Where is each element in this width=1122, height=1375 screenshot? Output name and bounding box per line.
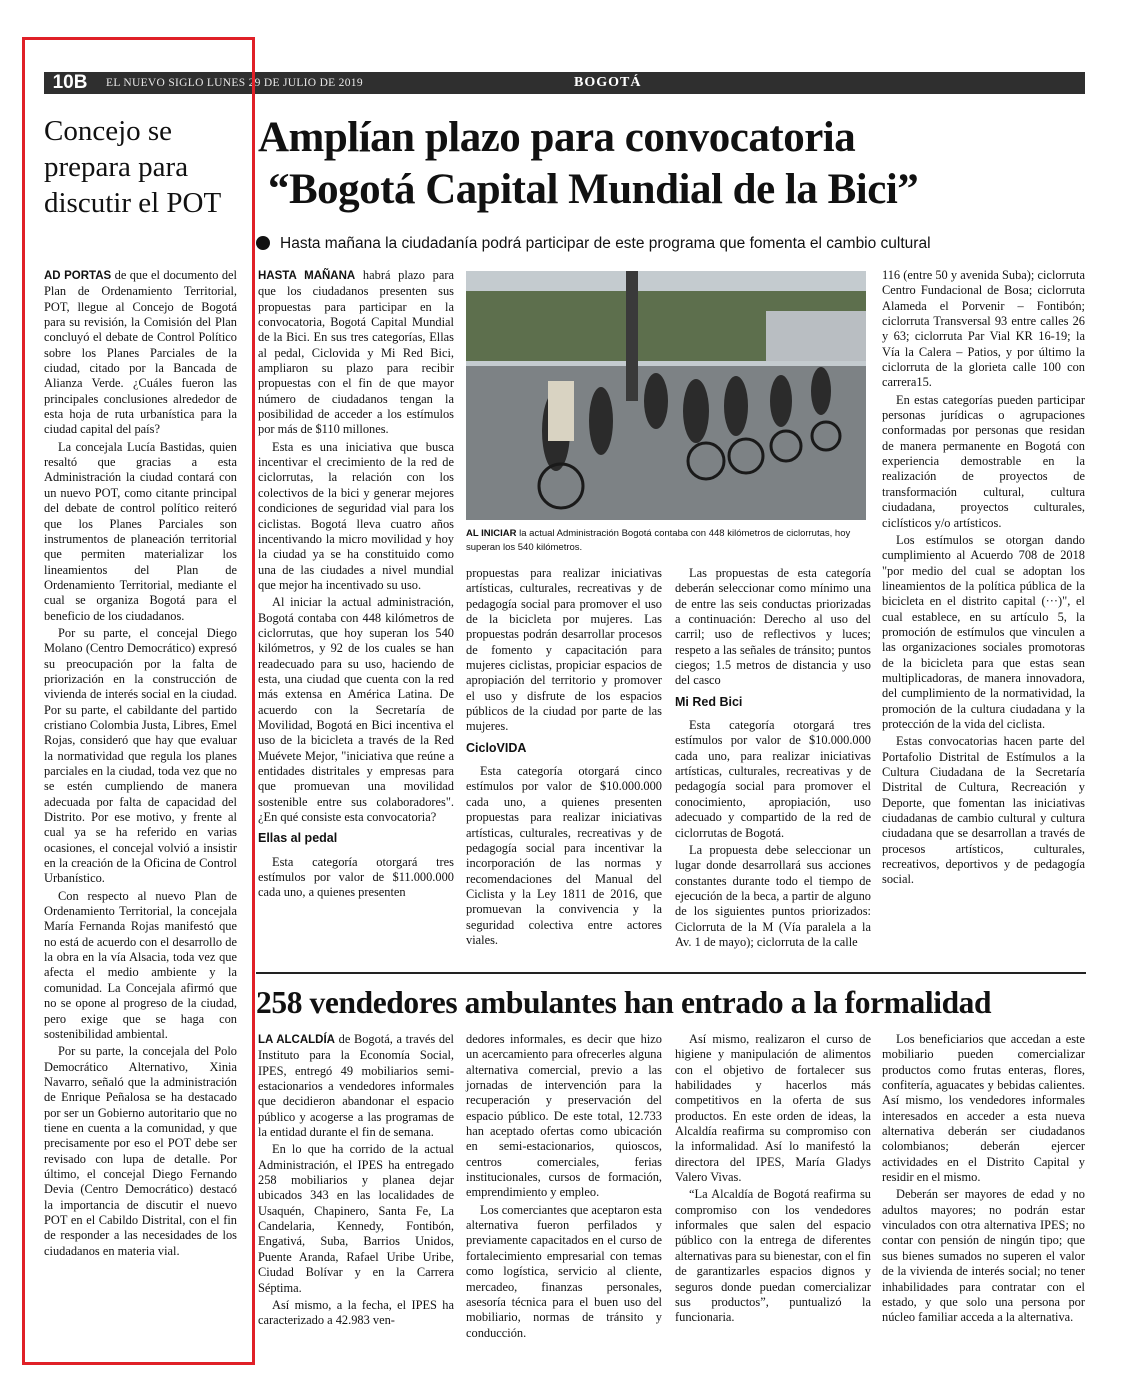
bottom-column-2 <box>466 1032 662 1343</box>
bottom-paragraph: Los beneficiarios que accedan a este mobiliario pueden comercializar productos como frutas enteras, flores, confitería, aguacates y bebidas calientes. Así mismo, los vendedores informales interesados en acceder a esta nueva alternativa deberán ser ciudadanos colombianos; deberán ejercer actividades en el Distrito Capital y residir en el mismo. <box>882 1032 1085 1185</box>
main-paragraph: La propuesta debe seleccionar un lugar donde desarrollará sus acciones constantes durante todo el tiempo de ejecución de la beca, a partir de alguno de los siguientes puntos priorizados: Ciclorruta de la M (Vía paralela a la Av. 1 de mayo); ciclorruta de la calle <box>675 842 871 949</box>
section-heading-ciclovida: CicloVIDA <box>466 740 527 755</box>
article-divider <box>256 972 1086 974</box>
bottom-paragraph: Así mismo, realizaron el curso de higiene y manipulación de alimentos con el objetivo de fortalecer sus habilidades y hacerlos más competitivos en la oferta de sus productos. En este orden de ideas, la Alcaldía reafirma su compromiso con la informalidad. Así lo manifestó la directora del IPES, María Gladys Valero Vivas. <box>675 1032 871 1185</box>
bottom-column-4 <box>882 1032 1085 1328</box>
main-paragraph: Esta categoría otorgará cinco estímulos por valor de $10.000.000 cada uno, a quienes presenten propuestas para realizar iniciativas artísticas, culturales, recreativas y de pedagogía social para incentivar la incorporación de las normas y recomendaciones del Manual del Ciclista y la Ley 1811 de 2016, que promuevan la convivencia y la seguridad colectiva entre actores viales. <box>466 764 662 947</box>
bottom-paragraph: Así mismo, a la fecha, el IPES ha caracterizado a 42.983 ven- <box>258 1297 454 1328</box>
bottom-paragraph: Los comerciantes que aceptaron esta alternativa fueron perfilados y previamente capacitados en el curso de fortalecimiento empresarial con temas como logística, servicio al cliente, mercadeo, finanzas personales, asesoría técnica para el buen uso del mobiliario, normas de tránsito y conducción. <box>466 1202 662 1340</box>
main-column-3 <box>675 566 871 952</box>
side-article-headline: Concejo se prepara para discutir el POT <box>44 115 222 219</box>
page-number: 10B <box>52 72 88 93</box>
caption-text: la actual Administración Bogotá contaba con 448 kilómetros de ciclorrutas, hoy superan los 540 kilómetros. <box>466 528 851 553</box>
main-headline-line1: Amplían plazo para convocatoria <box>258 114 856 161</box>
cyclists-photo <box>466 271 866 520</box>
main-paragraph: En estas categorías pueden participar personas jurídicas o agrupaciones conformadas por personas que residan de manera permanente en Bogotá con experiencia demostrable en la realización de proyectos de transformación cultural, cultura ciudadana, proyectos culturales, ciclísticos y/o artísticos. <box>882 392 1085 530</box>
main-paragraph: Esta es una iniciativa que busca incentivar el crecimiento de la red de ciclorrutas, la relación con los colectivos de la bici y generar mejores condiciones de seguridad vial para los ciclistas. Bogotá lleva cuatro años incentivando la micro movilidad y hoy la ciudad ya se ha constituido como una de las ciudades a nivel mundial que mejor ha incentivado su uso. <box>258 439 454 592</box>
side-paragraph: Con respecto al nuevo Plan de Ordenamiento Territorial, la concejala María Fernanda Rojas manifestó que no está de acuerdo con el desarrollo de la obra en la vía Alsacia, toda vez que afecta el medio ambiente y la comunidad. La Concejala afirmó que no se opone al progreso de la ciudad, pero exige que se haga con sostenibilidad ambiental. <box>44 888 237 1041</box>
bullet-dot-icon <box>256 236 270 250</box>
bottom-lead-word: LA ALCALDÍA <box>258 1034 335 1046</box>
side-article-body <box>44 268 237 1261</box>
cyclists-photo-image <box>466 271 866 520</box>
section-heading-ellas: Ellas al pedal <box>258 831 338 846</box>
main-paragraph: Los estímulos se otorgan dando cumplimiento al Acuerdo 708 de 2018 "por medio del cual se adoptan los lineamientos de la política pública de la bicicleta en el distrito capital (···)", el cual establece, en su artículo 5, la promoción de estímulos que vinculen a las organizaciones sociales promotoras de la bicicleta para que estas sean multiplicadoras, de manera innovadora, del cumplimiento de la normatividad, la promoción de la cultura ciudadana y la protección de la vida del ciclista. <box>882 532 1085 731</box>
main-column-1 <box>258 268 454 903</box>
photo-caption <box>466 527 866 555</box>
main-column-4 <box>882 268 1085 890</box>
main-paragraph: Esta categoría otorgará tres estímulos por valor de $10.000.000 cada uno, para realizar iniciativas artísticas, culturales, recreativas y de pedagogía social para promover el conocimiento, apropiación, uso adecuado y compartido de la red de ciclorrutas de Bogotá. <box>675 718 871 840</box>
main-subhead <box>256 233 1086 255</box>
main-headline-line2: “Bogotá Capital Mundial de la Bici” <box>268 166 919 213</box>
caption-lead: AL INICIAR <box>466 528 517 539</box>
section-heading-mi-red-bici: Mi Red Bici <box>675 694 743 709</box>
main-paragraph: Estas convocatorias hacen parte del Portafolio Distrital de Estímulos a la Cultura Ciudadana de la Secretaría Distrital de Cultura, Recreación y Deporte, que fomentan las iniciativas ciudadanas de cambio cultural y cultura ciudadana que se desarrollan a través de procesos artísticos, culturales, recreativos, deportivos y de pedagogía social. <box>882 734 1085 887</box>
main-paragraph: Las propuestas de esta categoría deberán seleccionar como mínimo una de entre las seis conductas priorizadas a continuación: Derecho al uso del carril; uso de reflectivos y luces; respeto a las señales de tránsito; puntos ciegos; 1.5 metros de distancia y uso del casco <box>675 566 871 688</box>
bottom-paragraph: de Bogotá, a través del Instituto para la Economía Social, IPES, entregó 49 mobiliarios semi-estacionarios a vendedores informales que decidieron abandonar el espacio público y acogerse a las programas de la entidad durante el fin de semana. <box>258 1032 454 1140</box>
main-paragraph: propuestas para realizar iniciativas artísticas, culturales, recreativas y de pedagogía social para promover el uso de la bicicleta por mujeres. Las propuestas podrán desarrollar procesos de fomento y capacitación para mujeres ciclistas, propiciar espacios de apropiación del territorio y promover el uso y disfrute de los espacios públicos de la ciudad por parte de las mujeres. <box>466 566 662 734</box>
main-column-2 <box>466 566 662 950</box>
bottom-paragraph: dedores informales, es decir que hizo un acercamiento para ofrecerles alguna alternativa comercial, previo a las jornadas de intervención para la recuperación y preservación del espacio público. De este total, 12.733 han aceptado ofertas como ubicación en semi-estacionarios, quioscos, centros comerciales, ferias institucionales, cursos de formación, emprendimiento y empleo. <box>466 1032 662 1200</box>
bottom-column-3 <box>675 1032 871 1328</box>
bottom-column-1 <box>258 1032 454 1331</box>
bottom-headline: 258 vendedores ambulantes han entrado a la formalidad <box>256 985 992 1020</box>
side-paragraph: de que el documento del Plan de Ordenamiento Territorial, POT, llegue al Concejo de Bogotá para su revisión, la Comisión del Plan concluyó el debate de Control Político sobre los Planes Parciales de la ciudad, citado por la Bancada de Alianza Verde. ¿Cuáles fueron las principales conclusiones alrededor de esta hoja de ruta urbanística para la ciudad capital del país? <box>44 268 238 437</box>
section-name: BOGOTÁ <box>574 75 642 90</box>
main-lead-word: HASTA MAÑANA <box>258 270 356 282</box>
main-paragraph: 116 (entre 50 y avenida Suba); ciclorruta Centro Fundacional de Bosa; ciclorruta Alameda el Porvenir – Fontibón; ciclorruta Transversal 93 entre calles 26 y 63; ciclorruta Par Vial KR 16-19; la Vía la Calera – Patios, y por último la ciclorruta de la glorieta calle 100 con carrera15. <box>882 268 1085 390</box>
side-paragraph: Por su parte, el concejal Diego Molano (Centro Democrático) expresó su preocupación por la falta de priorización en la construcción de vivienda de interés social en la ciudad. Por su parte, el cabildante del partido cristiano Colombia Justa, Libres, Emel Rojas, consideró que hay que evaluar la normatividad que regula los planes parciales en la ciudad, toda vez que no se estén cumpliendo de manera adecuada por falta de capacidad del Distrito. Por ese motivo, y frente al cual ya se ha referido en varias ocasiones, el concejal volvió a insistir en la creación de la Oficina de Control Urbanístico. <box>44 625 237 886</box>
side-paragraph: La concejala Lucía Bastidas, quien resaltó que gracias a esta Administración la ciudad contará con un nuevo POT, como citante principal del debate de control político reiteró que los Planes Parciales son instrumentos de planeación territorial que permiten materializar los lineamientos del Plan de Ordenamiento Territorial, mediante el cual se organiza Bogotá para el beneficio de los ciudadanos. <box>44 439 237 623</box>
side-paragraph: Por su parte, la concejala del Polo Democrático Alternativo, Xinia Navarro, señaló que la administración de Enrique Peñalosa se ha destacado por ser un Gobierno autoritario que no tiene en cuenta a la comunidad, y que precisamente por eso el POT debe ser revisado con lupa de detalle. Por último, el concejal Diego Fernando Devia (Centro Democrático) destacó la importancia de discutir el nuevo POT en el Cabildo Distrital, con el fin de responder a las necesidades de los ciudadanos en materia vial. <box>44 1044 237 1258</box>
bottom-paragraph: En lo que ha corrido de la actual Administración, el IPES ha entregado 258 mobiliarios y planea dejar ubicados 343 en las localidades de Usaquén, Chapinero, Santa Fe, La Candelaria, Kennedy, Fontibón, Engativá, Suba, Barrios Unidos, Puente Aranda, Rafael Uribe Uribe, Ciudad Bolívar y en la Carrera Séptima. <box>258 1142 454 1295</box>
main-paragraph: habrá plazo para que los ciudadanos presenten sus propuestas para participar en la convocatoria, Bogotá Capital Mundial de la Bici. En sus tres categorías, Ellas al pedal, Ciclovida y Mi Red Bici, ampliaron su plazo para recibir propuestas con el fin de que mayor número de ciudadanos tengan la posibilidad de acceder a los estímulos por más de $110 millones. <box>258 268 454 437</box>
date-line: EL NUEVO SIGLO LUNES 29 DE JULIO DE 2019 <box>106 77 363 89</box>
bottom-paragraph: “La Alcaldía de Bogotá reafirma su compromiso con los vendedores informales que salen del espacio público con la entrega de diferentes alternativas para su bienestar, con el fin de garantizarles espacios dignos y seguros donde puedan comercializar sus productos”, puntualizó la funcionaria. <box>675 1187 871 1325</box>
bottom-paragraph: Deberán ser mayores de edad y no adultos mayores; no podrán estar vinculados con otra alternativa IPES; no contar con pensión de ningún tipo; que sus bienes sumados no superen el valor de la vivienda de interés social; no tener inhabilidades para contratar con el estado, y que solo una persona por núcleo familiar acceda a la alternativa. <box>882 1187 1085 1325</box>
main-headline <box>258 112 1088 216</box>
main-subhead-text: Hasta mañana la ciudadanía podrá participar de este programa que fomenta el cambio cultural <box>280 235 931 252</box>
main-paragraph: Al iniciar la actual administración, Bogotá contaba con 448 kilómetros de ciclorrutas, que hoy superan los 540 kilómetros, y 92 de los cuales se han readecuado para su uso, haciendo de esta, una ciudad que cuenta con la red más extensa en América Latina. De acuerdo con la Secretaría de Movilidad, Bogotá en Bici incentiva el uso de la bicicleta a través de la Red Muévete Mejor, "iniciativa que reúne a entidades distritales y empresas para que promuevan una movilidad sostenible entre sus colaboradores". ¿En qué consiste esta convocatoria? <box>258 595 454 825</box>
main-paragraph: Esta categoría otorgará tres estímulos por valor de $11.000.000 cada uno, a quienes presenten <box>258 854 454 900</box>
side-lead-word: AD PORTAS <box>44 270 112 282</box>
